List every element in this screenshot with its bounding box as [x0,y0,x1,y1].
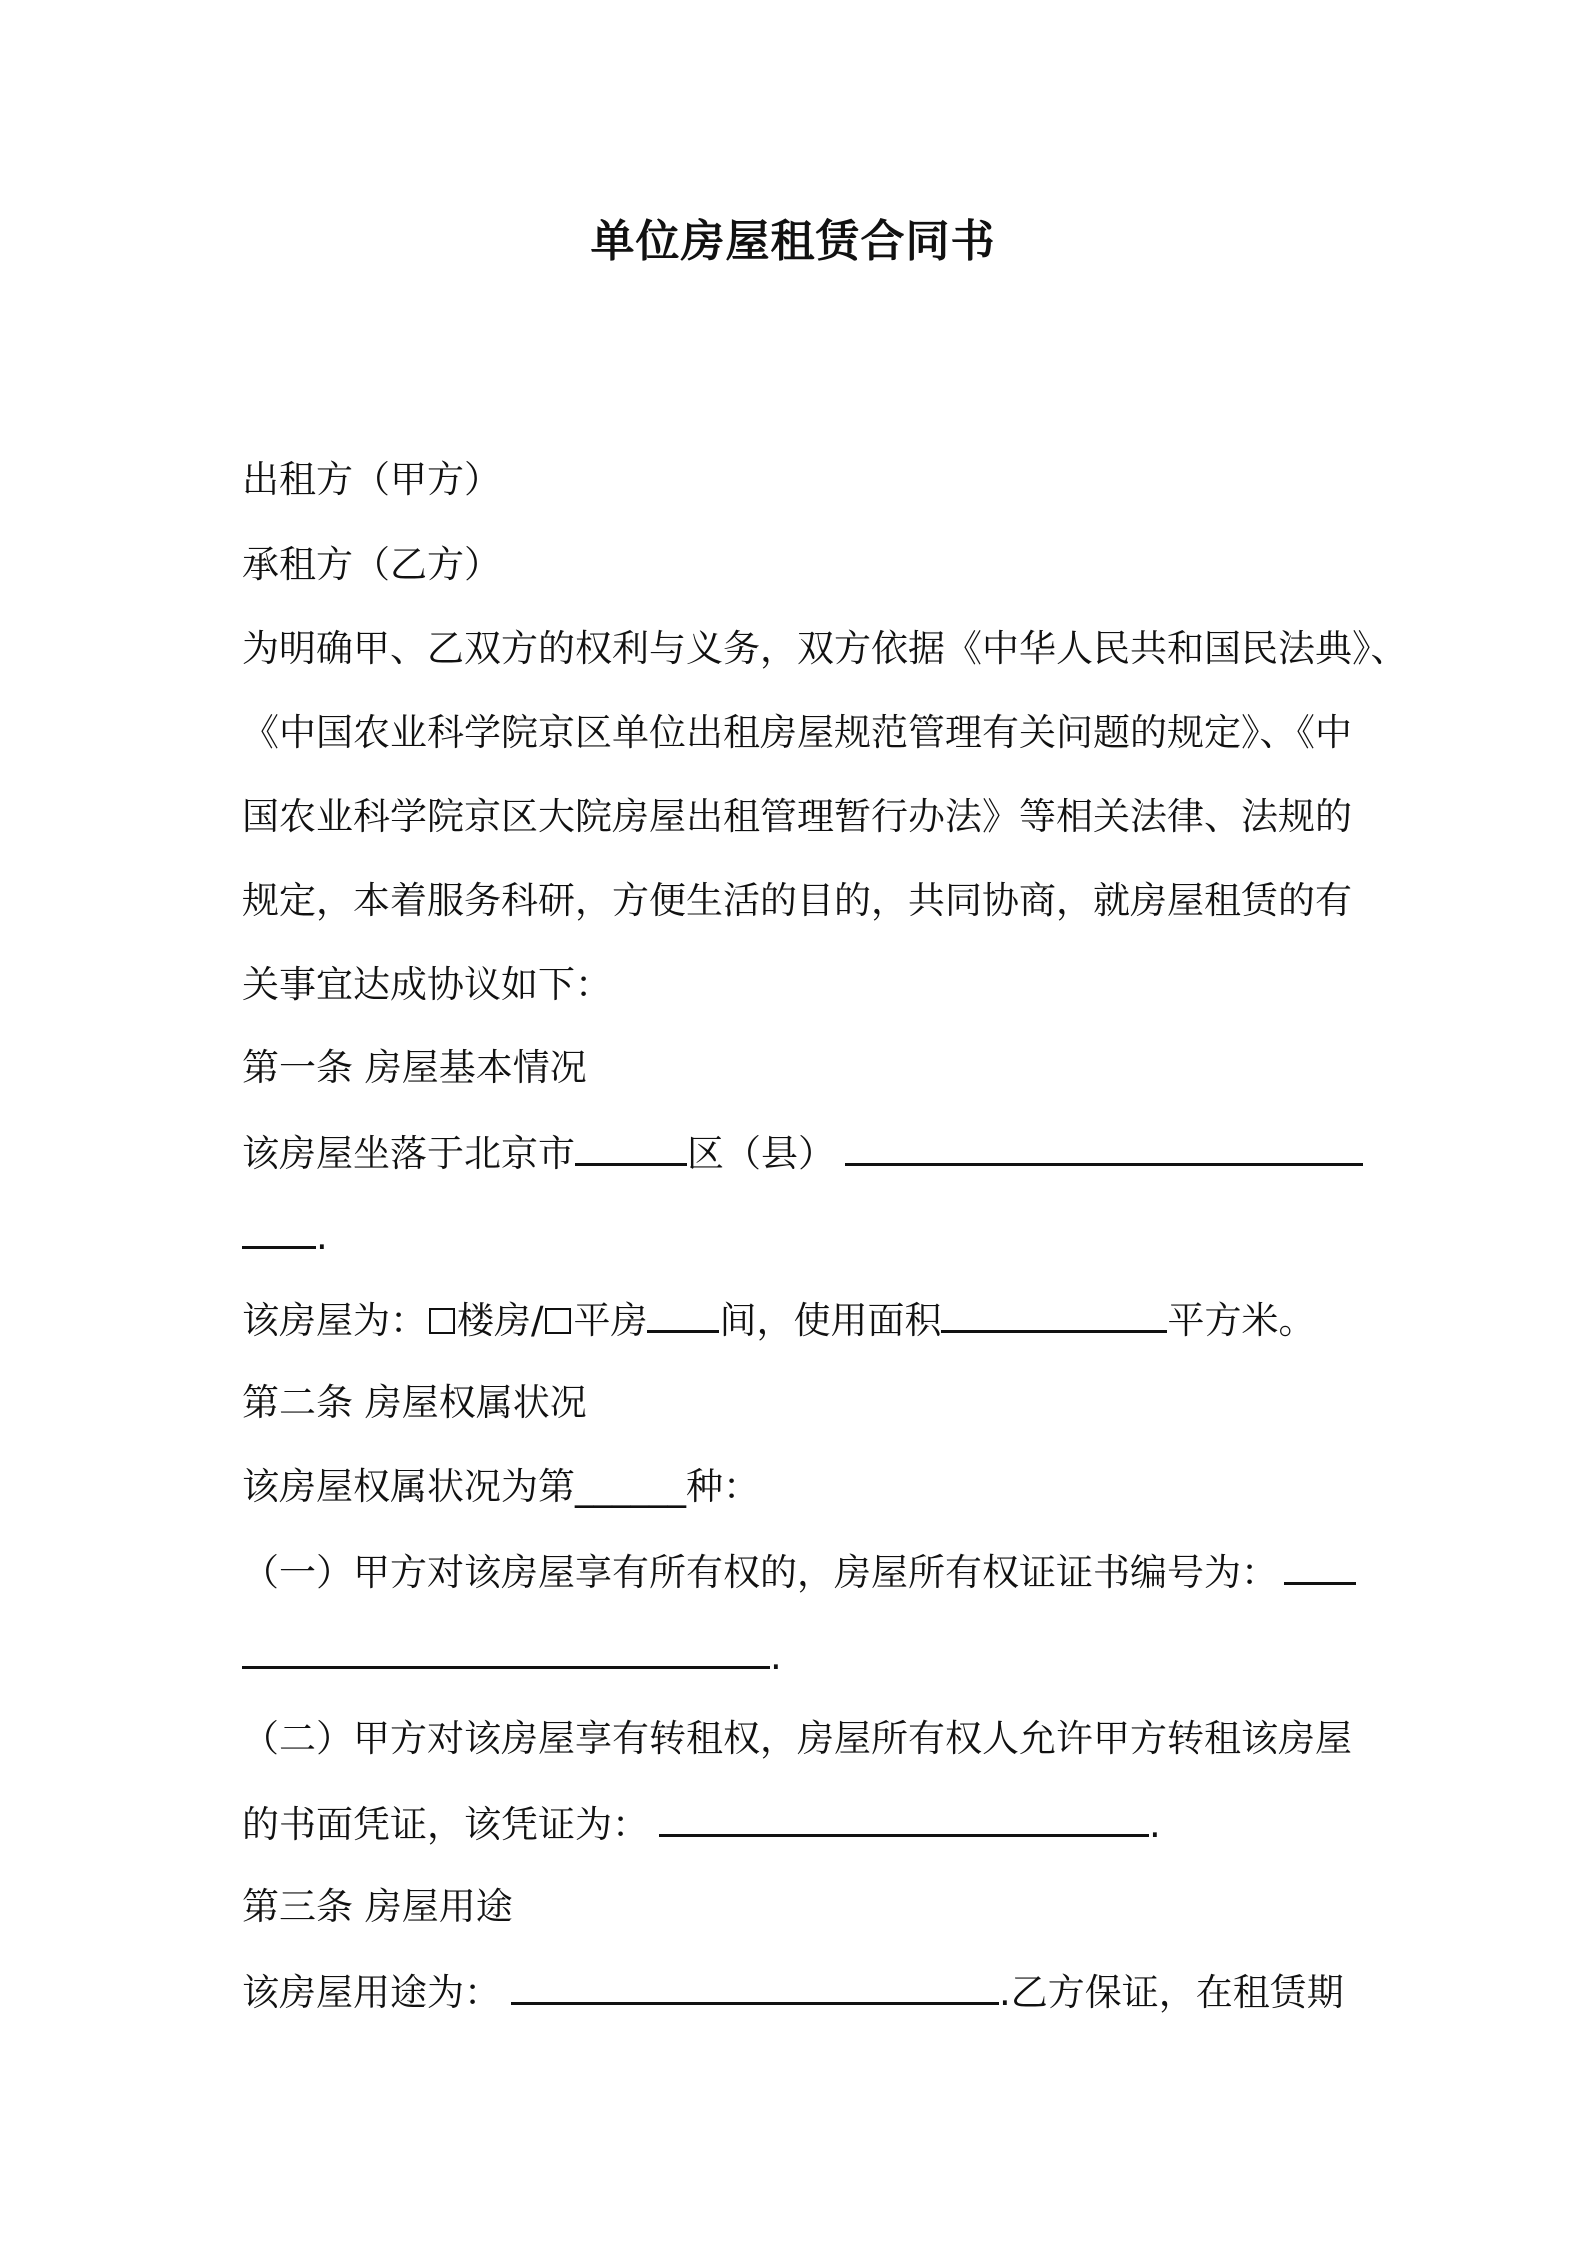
type-prefix: 该房屋为： [242,1299,427,1342]
location-district-label: 区（县） [687,1132,835,1175]
document-title: 单位房屋租赁合同书 [590,216,996,267]
address-blank-cont[interactable] [242,1210,316,1249]
item2-line-1: （二）甲方对该房屋享有转租权，房屋所有权人允许甲方转租该房屋 [242,1717,1352,1760]
area-unit: 平方米。 [1167,1299,1316,1342]
certificate-number-blank-cont[interactable] [242,1630,770,1669]
usage-suffix: .乙方保证，在租赁期 [999,1971,1344,2014]
usage-line [242,1966,1344,2018]
rooms-unit: 间，使用面积 [719,1299,942,1342]
item2-end: . [1149,1803,1161,1846]
certificate-number-blank[interactable] [1284,1546,1356,1585]
voucher-blank[interactable] [659,1798,1149,1837]
item2-text: 的书面凭证，该凭证为： [242,1803,649,1846]
location-line-2 [242,1210,328,1262]
intro-line-5: 关事宜达成协议如下： [242,963,612,1006]
usage-prefix: 该房屋用途为： [242,1971,501,2014]
ownership-status-line [242,1462,760,1512]
item1-text: （一）甲方对该房屋享有所有权的，房屋所有权证证书编号为： [242,1551,1278,1594]
status-suffix: 种： [686,1465,760,1508]
item2-line-2 [242,1798,1161,1850]
article1-heading: 第一条 房屋基本情况 [242,1046,587,1089]
area-blank[interactable] [941,1294,1167,1333]
type-bungalow: 平房 [573,1299,648,1342]
type-building: 楼房/ [457,1299,544,1342]
intro-line-1: 为明确甲、乙双方的权利与义务，双方依据《中华人民共和国民法典》、 [242,627,1408,670]
address-blank[interactable] [845,1127,1363,1166]
rooms-blank[interactable] [647,1294,719,1333]
item1-line-2 [242,1630,782,1682]
district-blank[interactable] [575,1127,687,1166]
lessee-line: 承租方（乙方） [242,543,501,586]
lessor-line: 出租方（甲方） [242,458,501,501]
building-checkbox[interactable] [429,1308,455,1334]
article3-heading: 第三条 房屋用途 [242,1885,513,1928]
intro-line-4: 规定，本着服务科研，方便生活的目的，共同协商，就房屋租赁的有 [242,879,1352,922]
location-prefix: 该房屋坐落于北京市 [242,1132,575,1175]
usage-blank[interactable] [511,1966,999,2005]
item1-line [242,1546,1356,1598]
item1-end: . [770,1635,782,1678]
intro-line-3: 国农业科学院京区大院房屋出租管理暂行办法》等相关法律、法规的 [242,795,1352,838]
status-prefix: 该房屋权属状况为第 [242,1465,575,1508]
article2-heading: 第二条 房屋权属状况 [242,1381,587,1424]
status-blank[interactable]: ______ [575,1465,686,1508]
location-line [242,1127,1363,1179]
intro-line-2: 《中国农业科学院京区单位出租房屋规范管理有关问题的规定》、《中 [242,711,1352,754]
bungalow-checkbox[interactable] [545,1308,571,1334]
location-end: . [316,1215,328,1258]
house-type-line [242,1294,1315,1346]
